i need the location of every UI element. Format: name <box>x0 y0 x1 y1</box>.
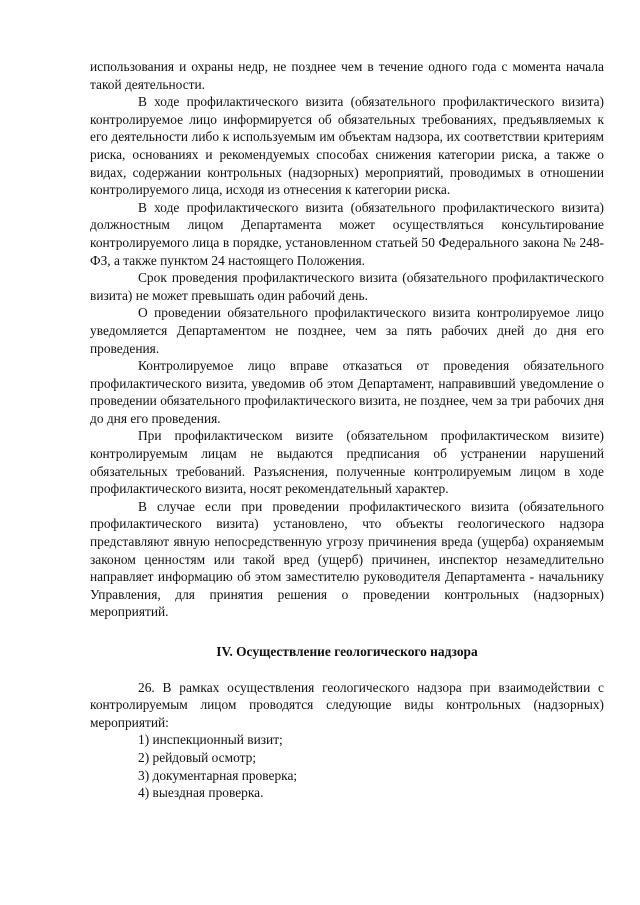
paragraph-26: 26. В рамках осуществления геологического надзора при взаимодействии с контролируемым лицом проводятся следующие виды контрольных (надзорных) мероприятий: <box>90 679 604 730</box>
paragraph-visit-duration: Срок проведения профилактического визита (обязательного профилактического визита) не может превышать один рабочий день. <box>90 270 604 303</box>
list-item: 3) документарная проверка; <box>138 767 298 783</box>
paragraph-visit-notification: О проведении обязательного профилактического визита контролируемое лицо уведомляется Департаментом не позднее, чем за пять рабочих дней до дня его проведения. <box>90 305 604 356</box>
paragraph-continuation: использования и охраны недр, не позднее чем в течение одного года с момента начала такой деятельности. <box>90 59 604 92</box>
paragraph-visit-consultation: В ходе профилактического визита (обязательного профилактического визита) должностным лицом Департамента может осуществляться консультирование контролируемого лица в порядке, установленном статьей 50 Федерального закона № 248-ФЗ, а также пунктом 24 настоящего Положения. <box>90 199 604 268</box>
paragraph-visit-threat: В случае если при проведении профилактического визита (обязательного профилактического визита) установлено, что объекты геологического надзора представляют явную непосредственную угрозу причинения вреда (ущерба) охраняемым законом ценностям или такой вред (ущерб) причинен, инспектор незамедлительно направляет информацию об этом заместителю руководителя Департамента - начальнику Управления, для принятия решения о проведении контрольных (надзорных) мероприятий. <box>90 498 604 620</box>
paragraph-visit-information: В ходе профилактического визита (обязательного профилактического визита) контролируемое лицо информируется об обязательных требованиях, предъявляемых к его деятельности либо к используемым им объектам надзора, их соответствии критериям риска, основаниях и рекомендуемых способах снижения категории риска, а также о видах, содержании контрольных (надзорных) мероприятий, проводимых в отношении контролируемого лица, исходя из отнесения к категории риска. <box>90 94 604 198</box>
paragraph-visit-no-orders: При профилактическом визите (обязательном профилактическом визите) контролируемым лицам не выдаются предписания об устранении нарушений обязательных требований. Разъяснения, полученные контролируемым лицом в ходе профилактического визита, носят рекомендательный характер. <box>90 428 604 497</box>
section-heading: IV. Осуществление геологического надзора <box>216 644 478 659</box>
control-measures-list <box>90 731 604 801</box>
list-item: 1) инспекционный визит; <box>138 732 283 748</box>
paragraph-visit-refusal: Контролируемое лицо вправе отказаться от проведения обязательного профилактического визита, уведомив об этом Департамент, направивший уведомление о проведении обязательного профилактического визита, не позднее, чем за три рабочих дня до дня его проведения. <box>90 358 604 426</box>
list-item: 4) выездная проверка. <box>138 785 264 801</box>
list-item: 2) рейдовый осмотр; <box>138 749 257 765</box>
